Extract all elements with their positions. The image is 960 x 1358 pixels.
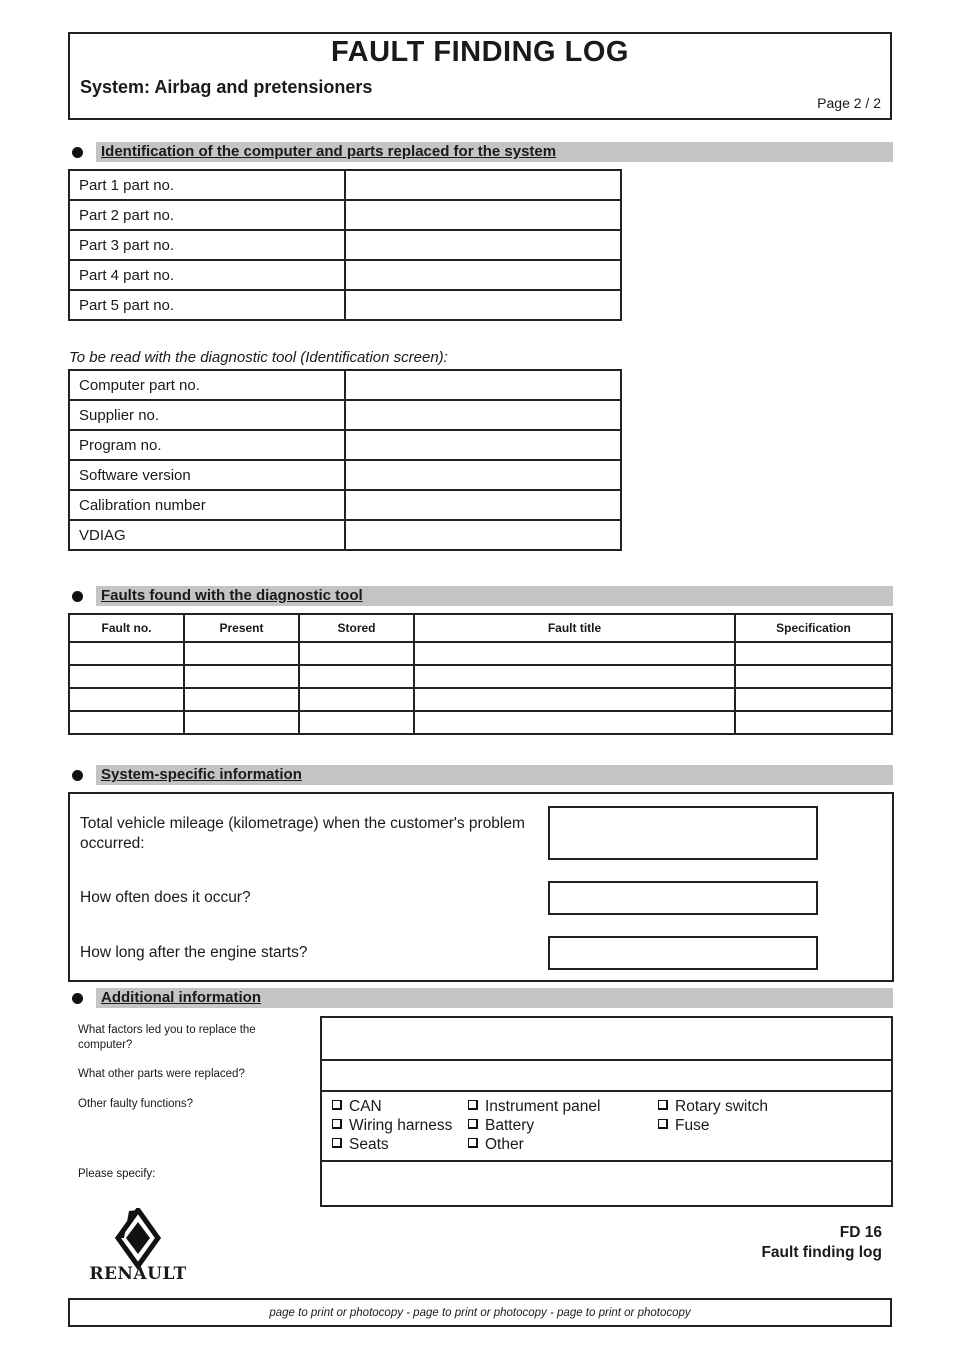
section-heading-bar: [96, 142, 893, 162]
computer-label: Computer part no.: [69, 370, 345, 400]
computer-value-field[interactable]: [345, 370, 621, 400]
parts-table: [68, 169, 622, 321]
after-start-question: How long after the engine starts?: [80, 944, 308, 961]
checkbox-rotary-switch[interactable]: [658, 1098, 768, 1116]
document-code: FD 16: [839, 1224, 882, 1241]
section-heading: Additional information: [101, 989, 261, 1006]
computer-label: Program no.: [69, 430, 345, 460]
part-value-field[interactable]: [345, 290, 621, 320]
table-row: [69, 688, 892, 711]
checkbox-icon: [468, 1100, 478, 1110]
part-label: Part 4 part no.: [69, 260, 345, 290]
checkbox-seats[interactable]: [332, 1136, 389, 1154]
section-heading-bar: [96, 586, 893, 606]
part-value-field[interactable]: [345, 260, 621, 290]
table-cell[interactable]: [184, 665, 299, 688]
computer-value-field[interactable]: [345, 400, 621, 430]
part-label: Part 1 part no.: [69, 170, 345, 200]
checkbox-icon: [468, 1138, 478, 1148]
table-cell[interactable]: [735, 665, 892, 688]
brand-wordmark: RENAULT: [89, 1264, 187, 1284]
computer-label: VDIAG: [69, 520, 345, 550]
specify-question: Please specify:: [78, 1168, 156, 1180]
table-row: [69, 711, 892, 734]
checkbox-can[interactable]: [332, 1098, 382, 1116]
table-row: [69, 665, 892, 688]
checkbox-icon: [658, 1119, 668, 1129]
checkbox-battery[interactable]: [468, 1117, 534, 1135]
bullet-icon: [72, 993, 83, 1004]
checkbox-icon: [332, 1100, 342, 1110]
computer-value-field[interactable]: [345, 460, 621, 490]
part-label: Part 3 part no.: [69, 230, 345, 260]
table-cell[interactable]: [414, 711, 735, 734]
after-start-field[interactable]: [548, 936, 818, 970]
table-row: [69, 490, 621, 520]
section-heading: Faults found with the diagnostic tool: [101, 587, 363, 604]
section-heading-bar: [96, 765, 893, 785]
checkbox-icon: [332, 1119, 342, 1129]
table-header-row: [69, 614, 892, 642]
checkbox-icon: [658, 1100, 668, 1110]
page-number: Page 2 / 2: [817, 95, 881, 111]
print-note: page to print or photocopy - page to print or photocopy - page to print or photocopy: [68, 1298, 892, 1327]
table-row: [69, 370, 621, 400]
checkbox-other[interactable]: [468, 1136, 524, 1154]
table-cell[interactable]: [414, 688, 735, 711]
table-row: [69, 400, 621, 430]
section-faults: [68, 586, 893, 606]
computer-table: [68, 369, 622, 551]
renault-logo: [88, 1208, 188, 1286]
bullet-icon: [72, 591, 83, 602]
computer-value-field[interactable]: [345, 490, 621, 520]
mileage-question: Total vehicle mileage (kilometrage) when the customer's problem occurred:: [80, 815, 525, 852]
column-header: Specification: [735, 614, 892, 642]
mileage-field[interactable]: [548, 806, 818, 860]
table-cell[interactable]: [184, 688, 299, 711]
bullet-icon: [72, 770, 83, 781]
checkbox-label: Rotary switch: [675, 1098, 769, 1115]
system-name: System: Airbag and pretensioners: [80, 77, 373, 97]
system-info-box: [68, 792, 894, 982]
other-parts-field[interactable]: [320, 1059, 893, 1092]
specify-field[interactable]: [320, 1160, 893, 1207]
checkbox-label: CAN: [349, 1098, 382, 1115]
table-row: [69, 642, 892, 665]
table-row: [69, 290, 621, 320]
column-header: Stored: [299, 614, 414, 642]
faults-table: [68, 613, 893, 735]
section-identification: [68, 142, 893, 162]
table-cell[interactable]: [414, 642, 735, 665]
table-cell[interactable]: [184, 711, 299, 734]
checkbox-label: Other: [485, 1136, 524, 1153]
table-row: [69, 170, 621, 200]
document-name: Fault finding log: [761, 1244, 882, 1261]
table-cell[interactable]: [414, 665, 735, 688]
part-label: Part 2 part no.: [69, 200, 345, 230]
frequency-question: How often does it occur?: [80, 889, 251, 906]
table-row: [69, 230, 621, 260]
computer-label: Software version: [69, 460, 345, 490]
table-row: [69, 460, 621, 490]
section-heading: System-specific information: [101, 766, 302, 783]
checkbox-label: Battery: [485, 1117, 535, 1134]
table-cell[interactable]: [735, 688, 892, 711]
table-row: [69, 260, 621, 290]
table-cell[interactable]: [299, 642, 414, 665]
table-cell[interactable]: [69, 711, 184, 734]
section-additional: [68, 988, 893, 1008]
table-row: [69, 430, 621, 460]
checkbox-wiring-harness[interactable]: [332, 1117, 452, 1135]
table-cell[interactable]: [184, 642, 299, 665]
table-row: [69, 520, 621, 550]
checkbox-icon: [332, 1138, 342, 1148]
column-header: Present: [184, 614, 299, 642]
part-value-field[interactable]: [345, 170, 621, 200]
checkbox-icon: [468, 1119, 478, 1129]
table-cell[interactable]: [299, 688, 414, 711]
page-header: [68, 32, 892, 120]
faulty-functions-box: [320, 1090, 893, 1162]
faulty-functions-question: Other faulty functions?: [78, 1098, 194, 1110]
section-system-info: [68, 765, 893, 785]
section-heading: Identification of the computer and parts replaced for the system: [101, 143, 557, 160]
computer-value-field[interactable]: [345, 430, 621, 460]
section-heading-bar: [96, 988, 893, 1008]
diagnostic-note: To be read with the diagnostic tool (Identification screen):: [69, 349, 448, 366]
checkbox-label: Instrument panel: [485, 1098, 601, 1115]
part-value-field[interactable]: [345, 200, 621, 230]
frequency-field[interactable]: [548, 881, 818, 915]
part-label: Part 5 part no.: [69, 290, 345, 320]
bullet-icon: [72, 147, 83, 158]
table-cell[interactable]: [69, 688, 184, 711]
table-row: [69, 200, 621, 230]
document-title: FAULT FINDING LOG: [331, 36, 629, 68]
checkbox-label: Wiring harness: [349, 1117, 453, 1134]
checkbox-instrument-panel[interactable]: [468, 1098, 600, 1116]
column-header: Fault no.: [69, 614, 184, 642]
column-header: Fault title: [414, 614, 735, 642]
table-cell[interactable]: [299, 711, 414, 734]
table-cell[interactable]: [69, 642, 184, 665]
computer-label: Supplier no.: [69, 400, 345, 430]
factors-question: What factors led you to replace the computer?: [78, 1024, 256, 1051]
computer-label: Calibration number: [69, 490, 345, 520]
other-parts-question: What other parts were replaced?: [78, 1068, 245, 1080]
document-code-block: [761, 1223, 882, 1263]
checkbox-fuse[interactable]: [658, 1117, 709, 1135]
table-cell[interactable]: [299, 665, 414, 688]
checkbox-label: Seats: [349, 1136, 389, 1153]
checkbox-label: Fuse: [675, 1117, 710, 1134]
factors-field[interactable]: [320, 1016, 893, 1061]
part-value-field[interactable]: [345, 230, 621, 260]
table-cell[interactable]: [735, 711, 892, 734]
table-cell[interactable]: [735, 642, 892, 665]
table-cell[interactable]: [69, 665, 184, 688]
computer-value-field[interactable]: [345, 520, 621, 550]
